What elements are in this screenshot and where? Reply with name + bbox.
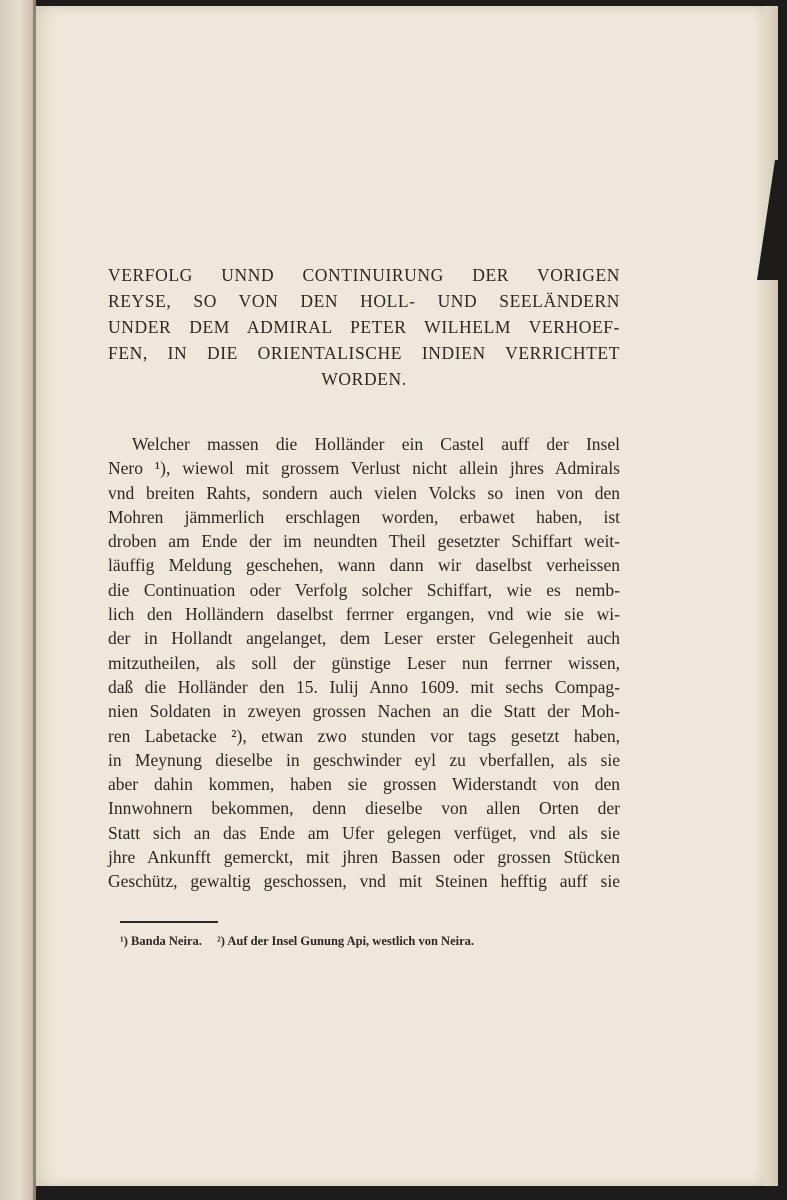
body-line: ren Labetacke ²), etwan zwo stunden vor tags gesetzt haben, [108, 725, 620, 746]
page-text [108, 262, 620, 894]
body-line: die Continuation oder Verfolg solcher Schiffart, wie es nemb- [108, 579, 620, 600]
body-line: lich den Holländern daselbst ferrner ergangen, vnd wie sie wi- [108, 604, 620, 625]
body-line: Welcher massen die Holländer ein Castel auff der Insel [132, 434, 620, 454]
body-line: in Meynung dieselbe in geschwinder eyl zu vberfallen, als sie [108, 749, 620, 770]
body-line: der in Hollandt angelanget, dem Leser erster Gelegenheit auch [108, 628, 620, 649]
body-line: aber dahin kommen, haben sie grossen Widerstandt von den [108, 774, 620, 795]
chapter-heading [108, 262, 620, 392]
body-line: Geschütz, gewaltig geschossen, vnd mit Steinen hefftig auff sie [108, 871, 620, 892]
heading-line: UNDER DEM ADMIRAL PETER WILHELM VERHOEF- [108, 317, 620, 337]
heading-line: FEN, IN DIE ORIENTALISCHE INDIEN VERRICHTET [108, 343, 620, 363]
heading-line: VERFOLG UNND CONTINUIRUNG DER VORIGEN [108, 265, 620, 285]
body-line: vnd breiten Rahts, sondern auch vielen Volcks so inen von den [108, 482, 620, 503]
body-line: nien Soldaten in zweyen grossen Nachen an die Statt der Moh- [108, 701, 620, 722]
heading-line: WORDEN. [321, 369, 407, 389]
heading-line: REYSE, SO VON DEN HOLL- UND SEELÄNDERN [108, 291, 620, 311]
footnotes [120, 934, 486, 949]
body-line: Mohren jämmerlich erschlagen worden, erbawet haben, ist [108, 506, 620, 527]
body-line: daß die Holländer den 15. Iulij Anno 1609. mit sechs Compag- [108, 676, 620, 697]
footnote-2: ²) Auf der Insel Gunung Api, westlich von Neira. [217, 934, 475, 948]
body-line: Innwohnern bekommen, denn dieselbe von allen Orten der [108, 798, 620, 819]
body-line: droben am Ende der im neundten Theil gesetzter Schiffart weit- [108, 531, 620, 552]
body-line: jhre Ankunfft gemerckt, mit jhren Bassen oder grossen Stücken [108, 847, 620, 868]
body-line: läuffig Meldung geschehen, wann dann wir daselbst verheissen [108, 555, 620, 576]
body-line: Nero ¹), wiewol mit grossem Verlust nicht allein jhres Admirals [108, 458, 620, 479]
body-line: Statt sich an das Ende am Ufer gelegen verfüget, vnd als sie [108, 822, 620, 843]
previous-page-edge [0, 0, 36, 1200]
body-paragraph [108, 432, 620, 894]
footnote-1: ¹) Banda Neira. [120, 934, 202, 948]
footnote-rule [120, 921, 218, 923]
body-line: mitzutheilen, als soll der günstige Leser nun ferrner wissen, [108, 652, 620, 673]
bleed-through-texture [108, 110, 628, 176]
